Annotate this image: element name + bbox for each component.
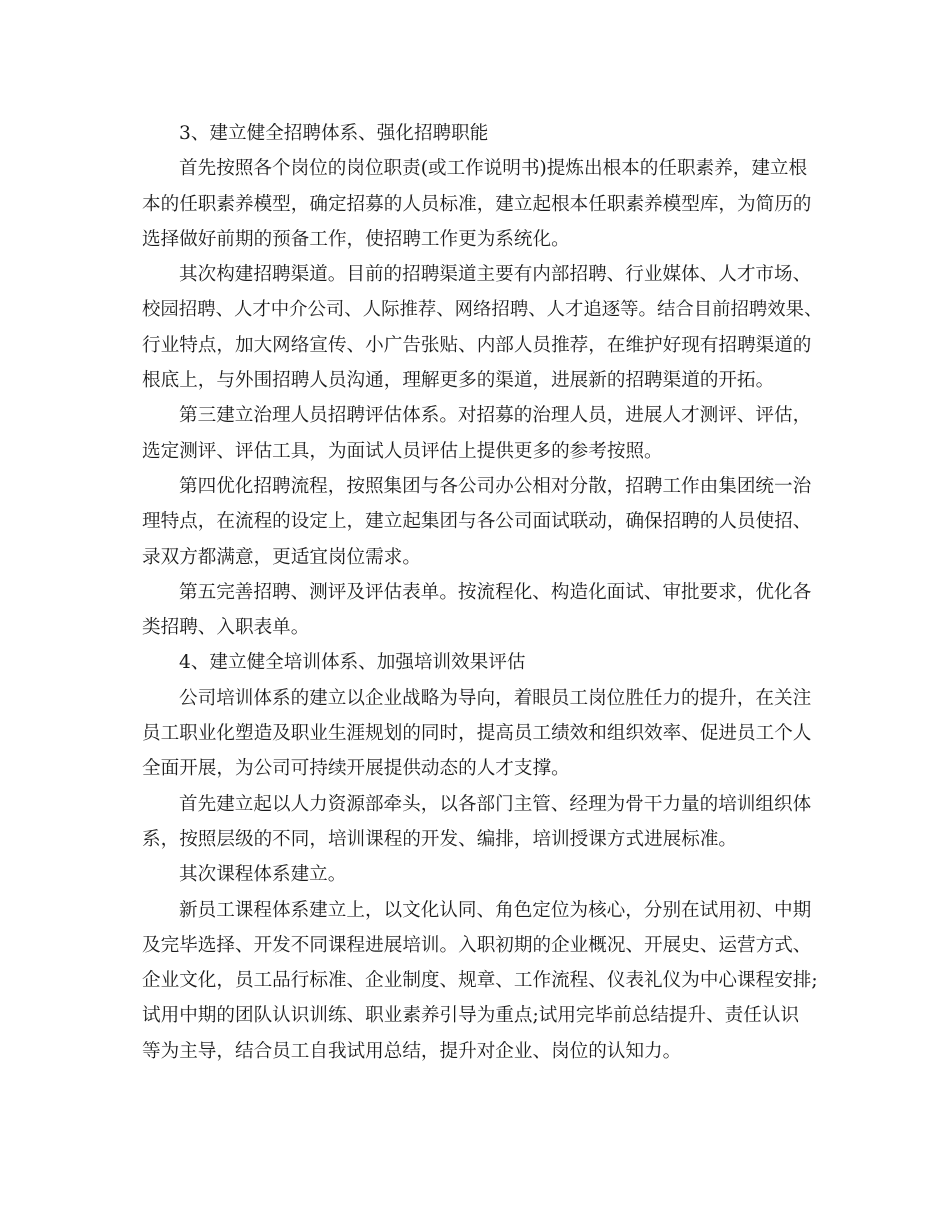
paragraph-line: 其次构建招聘渠道。目前的招聘渠道主要有内部招聘、行业媒体、人才市场、: [179, 264, 812, 286]
paragraph-line: 第四优化招聘流程，按照集团与各公司办公相对分散，招聘工作由集团统一治: [179, 475, 812, 497]
paragraph-line: 公司培训体系的建立以企业战略为导向，着眼员工岗位胜任力的提升，在关注: [179, 687, 812, 709]
paragraph-line: 选定测评、评估工具，为面试人员评估上提供更多的参考按照。: [142, 440, 663, 462]
paragraph-line: 类招聘、入职表单。: [142, 617, 310, 639]
paragraph-line: 理特点，在流程的设定上，建立起集团与各公司面试联动，确保招聘的人员使招、: [142, 511, 812, 533]
heading-training: 4、建立健全培训体系、加强培训效果评估: [179, 652, 526, 674]
paragraph-line: 企业文化，员工品行标准、企业制度、规章、工作流程、仪表礼仪为中心课程安排;: [142, 970, 818, 992]
paragraph-line: 试用中期的团队认识训练、职业素养引导为重点;试用完毕前总结提升、责任认识: [142, 1005, 800, 1027]
paragraph-line: 根底上，与外围招聘人员沟通，理解更多的渠道，进展新的招聘渠道的开拓。: [142, 370, 775, 392]
paragraph-line: 校园招聘、人才中介公司、人际推荐、网络招聘、人才追逐等。结合目前招聘效果、: [142, 299, 823, 321]
paragraph-line: 其次课程体系建立。: [179, 864, 347, 886]
paragraph-line: 首先建立起以人力资源部牵头，以各部门主管、经理为骨干力量的培训组织体: [179, 793, 812, 815]
paragraph-line: 及完毕选择、开发不同课程进展培训。入职初期的企业概况、开展史、运营方式、: [142, 934, 812, 956]
paragraph-line: 行业特点，加大网络宣传、小广告张贴、内部人员推荐，在维护好现有招聘渠道的: [142, 334, 812, 356]
paragraph-line: 等为主导，结合员工自我试用总结，提升对企业、岗位的认知力。: [142, 1040, 682, 1062]
paragraph-line: 全面开展，为公司可持续开展提供动态的人才支撑。: [142, 758, 570, 780]
paragraph-line: 系，按照层级的不同，培训课程的开发、编排，培训授课方式进展标准。: [142, 828, 738, 850]
paragraph-line: 第五完善招聘、测评及评估表单。按流程化、构造化面试、审批要求，优化各: [179, 581, 812, 603]
paragraph-line: 员工职业化塑造及职业生涯规划的同时，提高员工绩效和组织效率、促进员工个人: [142, 723, 812, 745]
paragraph-line: 录双方都满意，更适宜岗位需求。: [142, 546, 421, 568]
heading-recruitment: 3、建立健全招聘体系、强化招聘职能: [179, 123, 489, 144]
document-body: [142, 116, 822, 1069]
paragraph-line: 新员工课程体系建立上，以文化认同、角色定位为核心，分别在试用初、中期: [179, 899, 812, 921]
paragraph-line: 首先按照各个岗位的岗位职责(或工作说明书)提炼出根本的任职素养，建立根: [179, 158, 808, 180]
paragraph-line: 选择做好前期的预备工作，使招聘工作更为系统化。: [142, 228, 570, 250]
paragraph-line: 第三建立治理人员招聘评估体系。对招募的治理人员，进展人才测评、评估，: [179, 405, 812, 427]
paragraph-line: 本的任职素养模型，确定招募的人员标准，建立起根本任职素养模型库，为简历的: [142, 193, 812, 215]
